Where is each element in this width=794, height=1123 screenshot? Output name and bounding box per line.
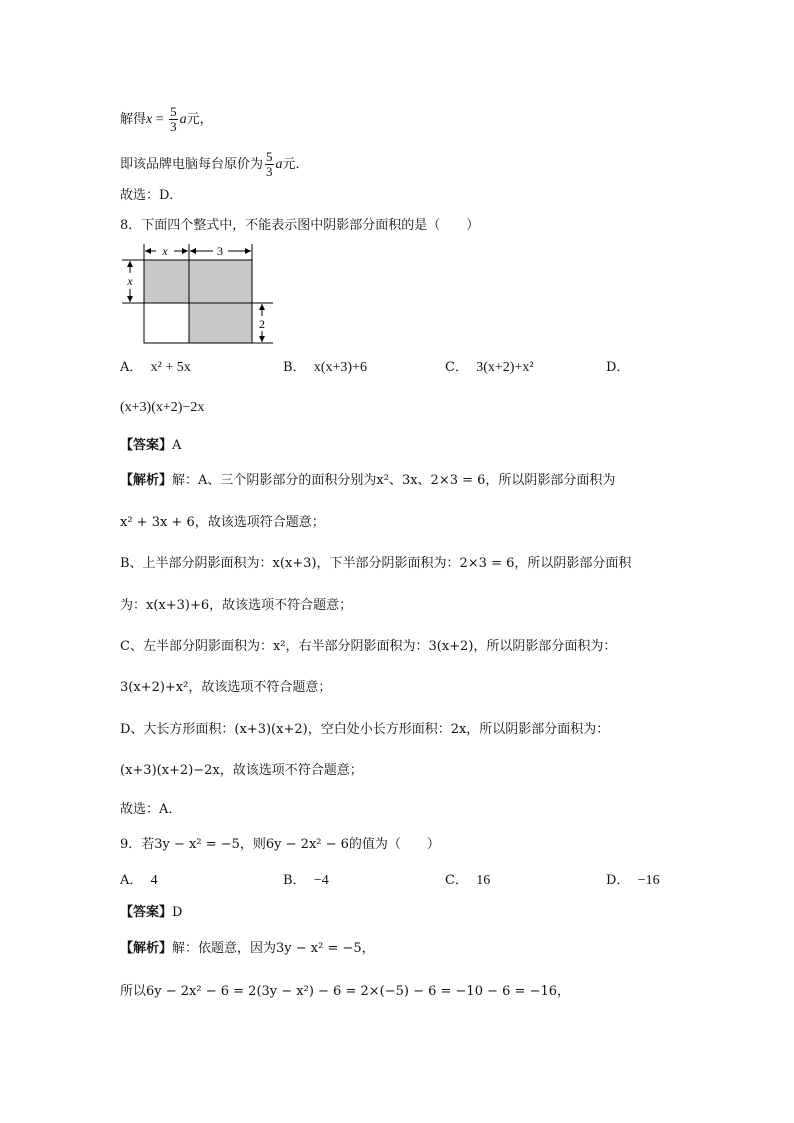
answer-tag: 【答案】: [120, 438, 173, 453]
q8-option-c: C． 3(x+2)+x²: [445, 360, 534, 375]
var-x: x: [146, 112, 153, 127]
text-original-price: 即该品牌电脑每台原价为: [120, 157, 264, 172]
q8-option-a: A． x² + 5x: [120, 360, 191, 375]
fig-label-top-3: 3: [217, 244, 223, 258]
solution-line-1: [120, 105, 213, 134]
fig-label-top-x: x: [162, 244, 168, 258]
solution-line-2: [120, 150, 309, 179]
q8-option-b: B． x(x+3)+6: [283, 360, 367, 375]
q8-analysis-7: D、大长方形面积：(x+3)(x+2)，空白处小长方形面积：2x，所以阴影部分面积为：: [120, 722, 610, 737]
q8-option-b-expr: x(x+3)+6: [313, 360, 367, 375]
q8-analysis-1: 【解析】解：A、三个阴影部分的面积分别为x²、3x、2×3 = 6，所以阴影部分面积为: [120, 473, 616, 488]
blank-bottom-left: [144, 303, 189, 343]
q8-option-a-expr: x² + 5x: [150, 360, 191, 375]
text-yuan: 元，: [186, 112, 213, 127]
q8-figure: [118, 240, 278, 348]
shaded-bottom-right: [189, 303, 252, 343]
q9-option-d: D． −16: [606, 873, 660, 888]
equals-sign: =: [152, 112, 168, 127]
q8-analysis-8: (x+3)(x+2)−2x，故该选项不符合题意；: [120, 763, 363, 778]
analysis-tag: 【解析】: [120, 473, 173, 488]
q8-answer: [120, 436, 181, 456]
q9-option-a: A． 4: [120, 873, 158, 888]
q8-analysis-6: 3(x+2)+x²，故该选项不符合题意；: [120, 680, 332, 695]
q8-option-d-label: D．: [606, 360, 630, 375]
text-yuan-b: 元．: [282, 157, 309, 172]
fig-label-left-x: x: [127, 274, 133, 288]
var-a: a: [179, 112, 187, 127]
answer-tag: 【答案】: [120, 905, 173, 920]
shaded-top-right: [189, 260, 252, 303]
answer-value: D: [172, 905, 183, 920]
q8-analysis-9: 故选：A．: [120, 802, 182, 817]
analysis-tag: 【解析】: [120, 941, 173, 956]
q9-stem: 9．若3y − x² = −5，则6y − 2x² − 6的值为（ ）: [120, 837, 440, 852]
q8-analysis-4: 为：x(x+3)+6，故该选项不符合题意；: [120, 598, 353, 613]
q8-stem: 8．下面四个整式中，不能表示图中阴影部分面积的是（ ）: [120, 218, 480, 233]
q9-analysis-1: 【解析】解：依题意，因为3y − x² = −5，: [120, 941, 375, 956]
q8-option-c-expr: 3(x+2)+x²: [476, 360, 534, 375]
prev-conclusion: 故选：D．: [120, 188, 183, 203]
var-a-b: a: [275, 157, 283, 172]
text-solve: 解得: [120, 112, 147, 127]
q8-analysis-2: x² + 3x + 6，故该选项符合题意；: [120, 515, 325, 530]
q9-analysis-2: 所以6y − 2x² − 6 = 2(3y − x²) − 6 = 2×(−5) − 6 = −10 − 6 = −16，: [120, 984, 570, 999]
q8-analysis-5: C、左半部分阴影面积为：x²，右半部分阴影面积为：3(x+2)，所以阴影部分面积为：: [120, 639, 617, 654]
q8-analysis-3: B、上半部分阴影面积为：x(x+3)，下半部分阴影面积为：2×3 = 6，所以阴影部分面积: [120, 556, 632, 571]
q8-option-d-expr: (x+3)(x+2)−2x: [120, 400, 205, 415]
shaded-top-left: [144, 260, 189, 303]
q9-answer: [120, 903, 182, 923]
answer-value: A: [172, 438, 182, 453]
fraction-5-3-b: $\frac{5}{3}$: [266, 149, 273, 179]
fraction-5-3: $\frac{5}{3}$: [170, 104, 177, 134]
q9-option-b: B． −4: [283, 873, 329, 888]
q9-option-c: C． 16: [445, 873, 491, 888]
fig-label-right-2: 2: [259, 317, 265, 331]
